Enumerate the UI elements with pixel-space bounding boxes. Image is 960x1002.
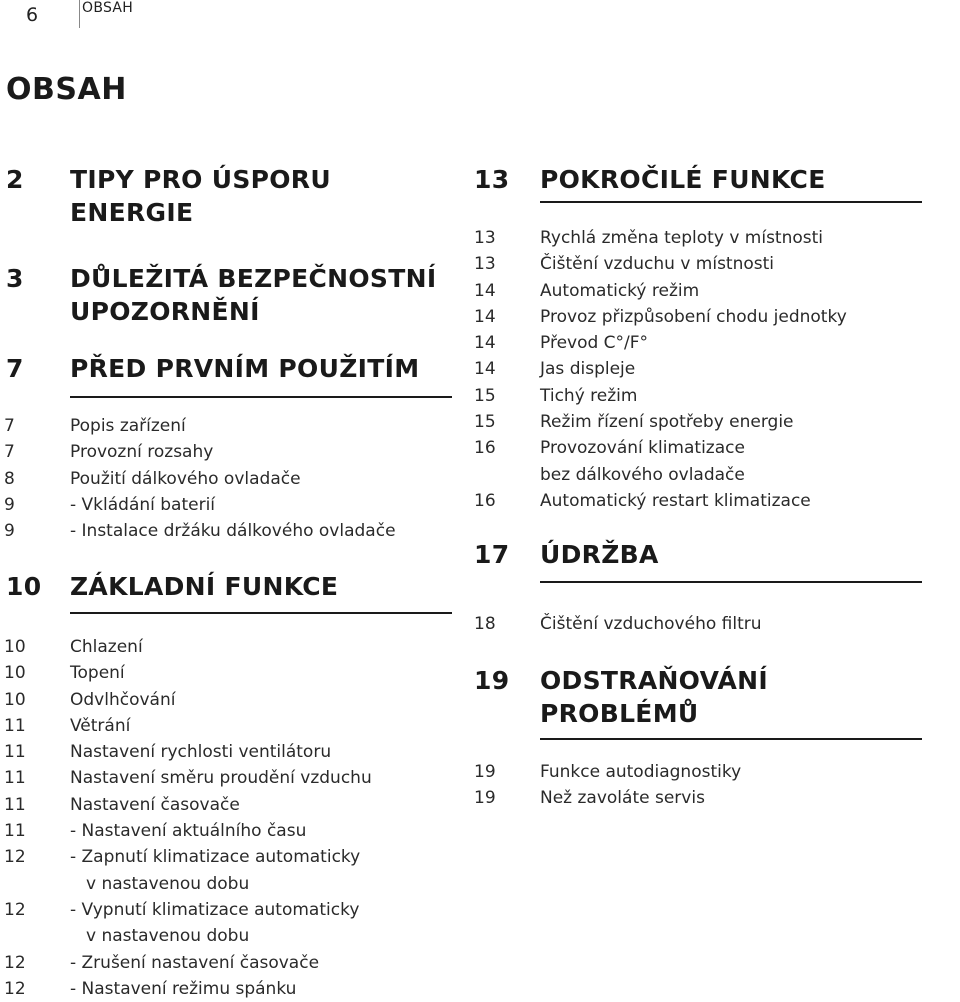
document-title: OBSAH [6, 72, 127, 107]
section-rule [540, 738, 922, 740]
entry-page-number: 12 [4, 978, 26, 999]
section-page-number: 7 [6, 354, 24, 383]
toc-entry[interactable] [0, 492, 452, 518]
entry-page-number: 7 [4, 416, 15, 436]
toc-entry-list [470, 225, 922, 514]
toc-entry[interactable] [0, 739, 452, 765]
entry-page-number: 19 [474, 762, 496, 782]
entry-page-number: 11 [4, 715, 26, 736]
entry-text: Odvlhčování [70, 689, 176, 710]
running-title: OBSAH [82, 0, 134, 16]
section-title: POKROČILÉ FUNKCE [540, 165, 826, 194]
entry-text: - Vypnutí klimatizace automaticky [70, 899, 360, 920]
entry-page-number: 10 [4, 663, 26, 684]
section-title: ÚDRŽBA [540, 540, 659, 569]
entry-text: Použití dálkového ovladače [70, 468, 301, 489]
entry-text: Provozování klimatizace [540, 438, 745, 459]
entry-text: Větrání [70, 715, 131, 736]
entry-page-number: 11 [4, 742, 26, 763]
section-rule [540, 201, 922, 203]
entry-text: Režim řízení spotřeby energie [540, 412, 794, 433]
entry-text: Provozní rozsahy [70, 442, 214, 463]
section-page-number: 19 [474, 666, 510, 695]
toc-entry-continuation[interactable] [0, 923, 452, 949]
toc-entry[interactable] [470, 304, 922, 330]
entry-page-number: 12 [4, 899, 26, 920]
entry-text: Nastavení směru proudění vzduchu [70, 768, 372, 789]
section-title: DŮLEŽITÁ BEZPEČNOSTNÍ UPOZORNĚNÍ [70, 264, 437, 326]
toc-entry[interactable] [0, 792, 452, 818]
section-page-number: 10 [6, 572, 42, 601]
toc-entry-continuation[interactable] [0, 871, 452, 897]
entry-text: Topení [70, 663, 125, 684]
entry-page-number: 14 [474, 306, 496, 327]
toc-entry[interactable] [470, 330, 922, 356]
section-title: TIPY PRO ÚSPORU ENERGIE [70, 165, 331, 227]
entry-text: - Nastavení aktuálního času [70, 821, 307, 842]
toc-entry-continuation[interactable] [470, 462, 922, 488]
entry-page-number: 13 [474, 228, 496, 248]
entry-text: bez dálkového ovladače [540, 464, 745, 485]
entry-page-number: 12 [4, 952, 26, 973]
toc-entry[interactable] [470, 435, 922, 461]
header-divider [79, 0, 80, 28]
section-title: PŘED PRVNÍM POUŽITÍM [70, 354, 420, 383]
toc-entry[interactable] [0, 950, 452, 976]
entry-text: Než zavoláte servis [540, 788, 705, 809]
toc-entry[interactable] [470, 225, 922, 251]
entry-text: Tichý režim [540, 385, 638, 406]
entry-text: Převod C°/F° [540, 333, 649, 354]
toc-entry-list [470, 611, 922, 637]
entry-page-number: 7 [4, 442, 15, 463]
toc-entry[interactable] [470, 356, 922, 382]
section-page-number: 17 [474, 540, 510, 569]
toc-entry-list [0, 634, 452, 1002]
toc-entry[interactable] [470, 383, 922, 409]
entry-text: Nastavení časovače [70, 794, 240, 815]
entry-text: Funkce autodiagnostiky [540, 762, 742, 782]
entry-page-number: 15 [474, 385, 496, 406]
entry-page-number: 14 [474, 280, 496, 301]
entry-page-number: 14 [474, 333, 496, 354]
entry-page-number: 9 [4, 521, 15, 542]
entry-text: Nastavení rychlosti ventilátoru [70, 742, 332, 763]
page-number: 6 [26, 4, 39, 26]
section-page-number: 13 [474, 165, 510, 194]
entry-page-number: 8 [4, 468, 15, 489]
entry-text: - Nastavení režimu spánku [70, 978, 297, 999]
entry-text: v nastavenou dobu [86, 926, 250, 947]
toc-entry[interactable] [0, 897, 452, 923]
toc-entry[interactable] [470, 759, 922, 785]
toc-entry[interactable] [470, 785, 922, 811]
toc-entry[interactable] [0, 844, 452, 870]
section-page-number: 2 [6, 165, 24, 194]
section-rule [70, 396, 452, 398]
entry-page-number: 14 [474, 359, 496, 380]
entry-page-number: 19 [474, 788, 496, 809]
toc-entry[interactable] [0, 634, 452, 660]
entry-text: - Instalace držáku dálkového ovladače [70, 521, 396, 542]
page-header [0, 0, 960, 30]
entry-page-number: 13 [474, 254, 496, 275]
section-rule [70, 612, 452, 614]
section-page-number: 3 [6, 264, 24, 293]
toc-entry[interactable] [470, 488, 922, 514]
toc-entry[interactable] [0, 687, 452, 713]
entry-text: - Zapnutí klimatizace automaticky [70, 847, 361, 868]
toc-entry-list [0, 413, 452, 544]
toc-entry[interactable] [0, 713, 452, 739]
toc-entry[interactable] [0, 413, 452, 439]
entry-page-number: 9 [4, 494, 15, 515]
entry-text: v nastavenou dobu [86, 873, 250, 894]
entry-text: Rychlá změna teploty v místnosti [540, 228, 824, 248]
toc-entry-list [470, 759, 922, 812]
entry-page-number: 16 [474, 490, 496, 511]
toc-entry[interactable] [0, 818, 452, 844]
toc-entry[interactable] [470, 409, 922, 435]
entry-page-number: 16 [474, 438, 496, 459]
toc-entry[interactable] [0, 976, 452, 1002]
toc-entry[interactable] [470, 611, 922, 637]
toc-entry[interactable] [0, 466, 452, 492]
entry-text: Chlazení [70, 637, 143, 657]
entry-text: Čištění vzduchu v místnosti [540, 254, 775, 275]
entry-page-number: 18 [474, 614, 496, 634]
entry-text: Popis zařízení [70, 416, 186, 436]
entry-page-number: 11 [4, 794, 26, 815]
toc-entry[interactable] [0, 518, 452, 544]
entry-text: Provoz přizpůsobení chodu jednotky [540, 306, 847, 327]
toc-entry[interactable] [470, 278, 922, 304]
entry-text: - Vkládání baterií [70, 494, 216, 515]
section-title: ZÁKLADNÍ FUNKCE [70, 572, 339, 601]
entry-page-number: 15 [474, 412, 496, 433]
section-title: ODSTRAŇOVÁNÍ PROBLÉMŮ [540, 666, 768, 728]
entry-text: Jas displeje [540, 359, 636, 380]
entry-text: Automatický režim [540, 280, 700, 301]
toc-entry[interactable] [0, 439, 452, 465]
section-rule [540, 581, 922, 583]
entry-text: Automatický restart klimatizace [540, 490, 811, 511]
entry-text: Čištění vzduchového filtru [540, 614, 762, 634]
entry-page-number: 10 [4, 637, 26, 657]
toc-entry[interactable] [0, 765, 452, 791]
entry-page-number: 11 [4, 768, 26, 789]
toc-entry[interactable] [0, 660, 452, 686]
entry-page-number: 10 [4, 689, 26, 710]
entry-page-number: 12 [4, 847, 26, 868]
entry-page-number: 11 [4, 821, 26, 842]
toc-entry[interactable] [470, 251, 922, 277]
entry-text: - Zrušení nastavení časovače [70, 952, 320, 973]
